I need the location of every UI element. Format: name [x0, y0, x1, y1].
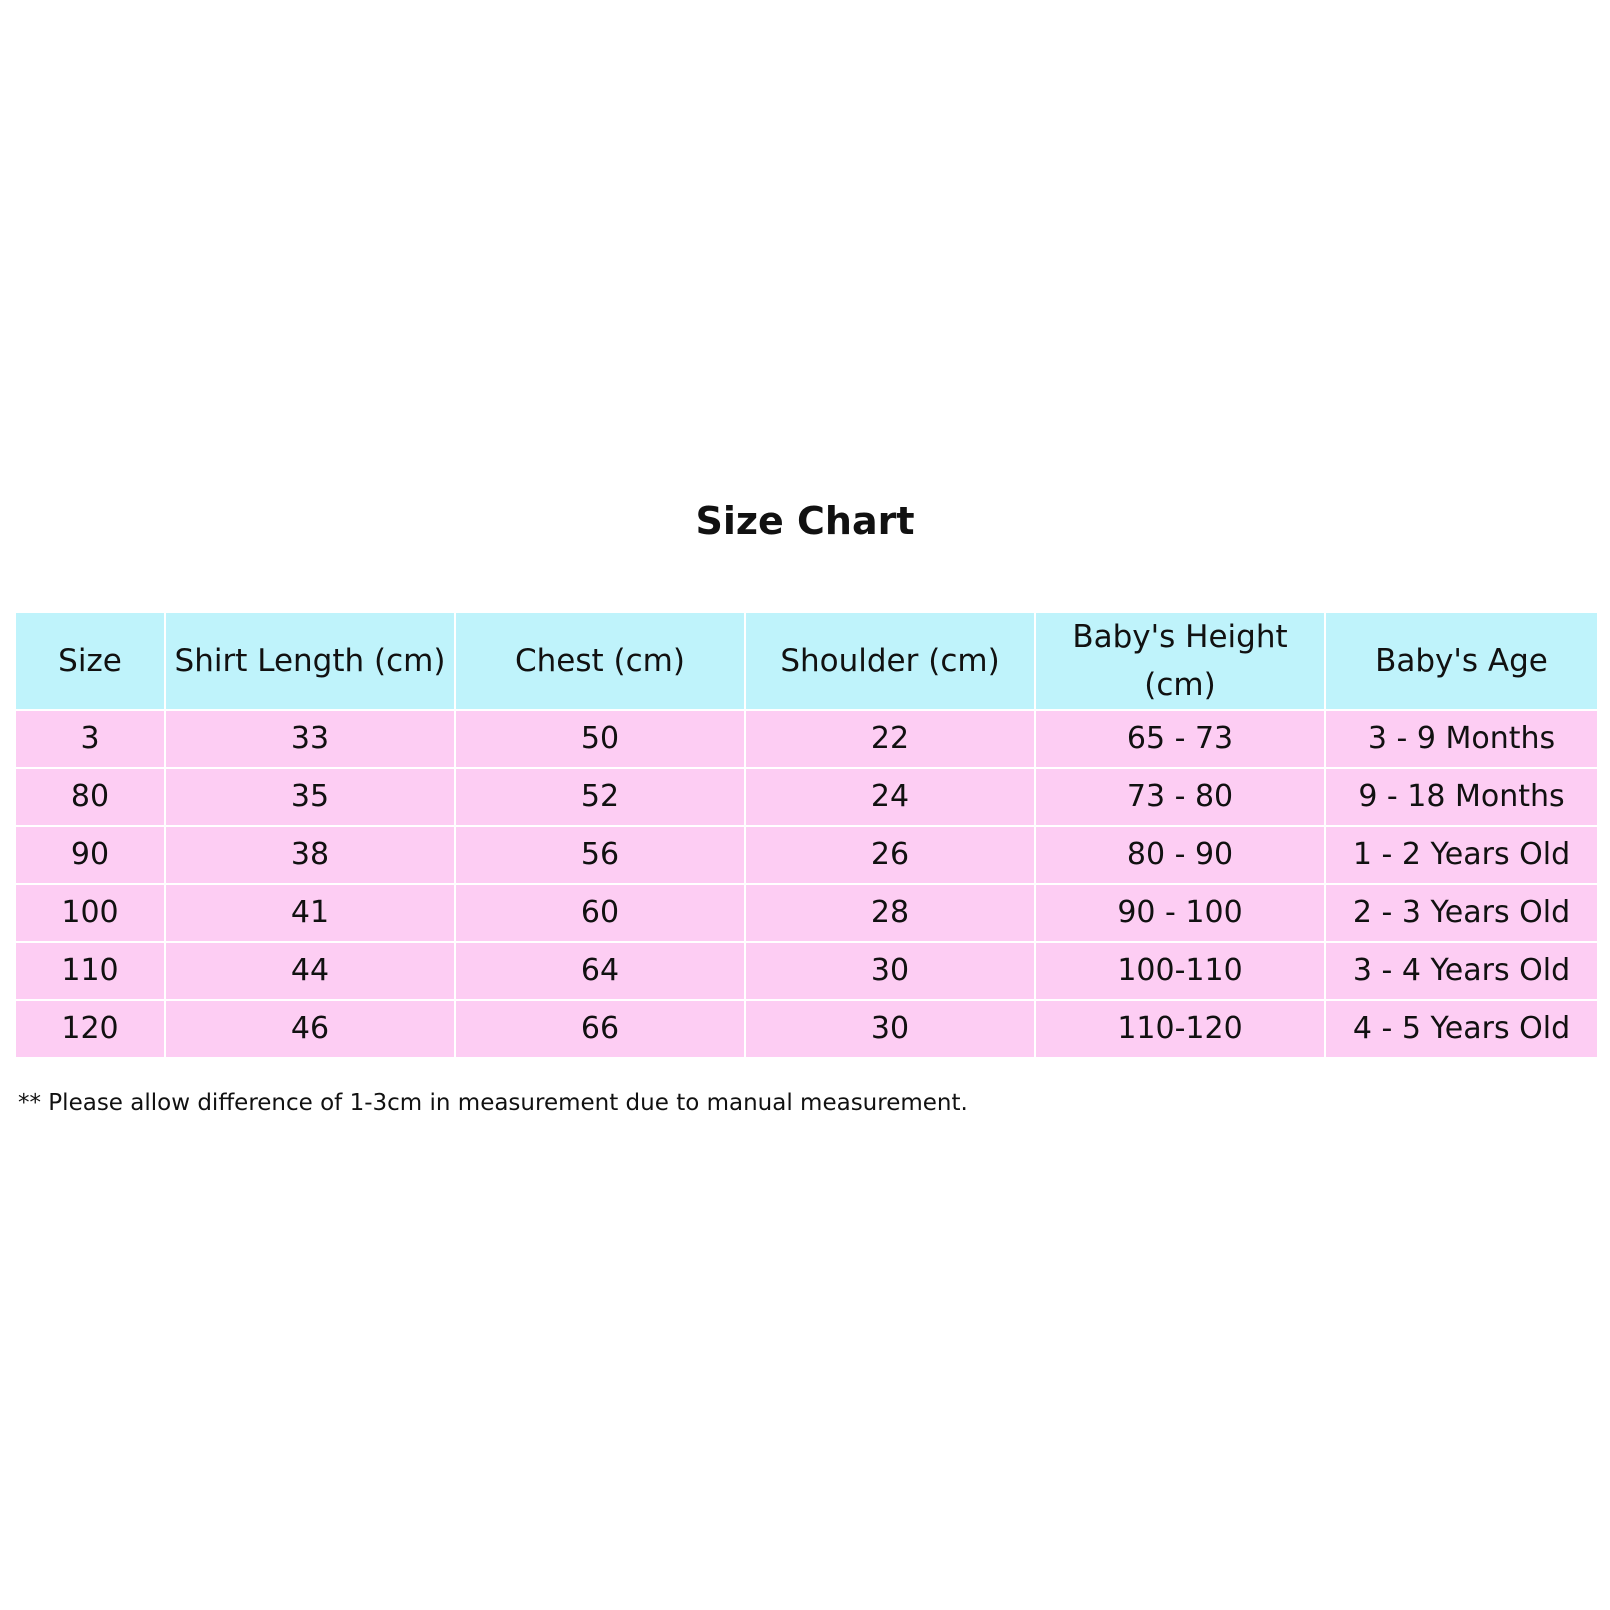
- cell-baby-age: 2 - 3 Years Old: [1325, 884, 1598, 942]
- cell-chest: 52: [455, 768, 745, 826]
- cell-baby-height: 100-110: [1035, 942, 1325, 1000]
- cell-baby-age: 3 - 4 Years Old: [1325, 942, 1598, 1000]
- column-header-shirt-length: Shirt Length (cm): [165, 612, 455, 710]
- cell-shirt-length: 35: [165, 768, 455, 826]
- cell-baby-height: 110-120: [1035, 1000, 1325, 1058]
- cell-shoulder: 30: [745, 942, 1035, 1000]
- cell-size: 90: [15, 826, 165, 884]
- cell-shirt-length: 46: [165, 1000, 455, 1058]
- cell-baby-height: 73 - 80: [1035, 768, 1325, 826]
- cell-baby-age: 4 - 5 Years Old: [1325, 1000, 1598, 1058]
- cell-shirt-length: 33: [165, 710, 455, 768]
- cell-shoulder: 26: [745, 826, 1035, 884]
- table-row: [15, 942, 1598, 1000]
- cell-shirt-length: 44: [165, 942, 455, 1000]
- cell-baby-age: 9 - 18 Months: [1325, 768, 1598, 826]
- cell-shoulder: 24: [745, 768, 1035, 826]
- cell-size: 110: [15, 942, 165, 1000]
- column-header-size: Size: [15, 612, 165, 710]
- table-row: [15, 1000, 1598, 1058]
- table-header-row: [15, 612, 1598, 710]
- cell-chest: 64: [455, 942, 745, 1000]
- cell-baby-height: 80 - 90: [1035, 826, 1325, 884]
- column-header-chest: Chest (cm): [455, 612, 745, 710]
- table-row: [15, 768, 1598, 826]
- cell-baby-height: 65 - 73: [1035, 710, 1325, 768]
- cell-baby-height: 90 - 100: [1035, 884, 1325, 942]
- table-row: [15, 884, 1598, 942]
- cell-shoulder: 30: [745, 1000, 1035, 1058]
- size-chart-table: [14, 611, 1599, 1059]
- column-header-baby-age: Baby's Age: [1325, 612, 1598, 710]
- cell-size: 80: [15, 768, 165, 826]
- cell-chest: 66: [455, 1000, 745, 1058]
- cell-chest: 56: [455, 826, 745, 884]
- column-header-shoulder: Shoulder (cm): [745, 612, 1035, 710]
- cell-shirt-length: 38: [165, 826, 455, 884]
- table-row: [15, 826, 1598, 884]
- cell-size: 120: [15, 1000, 165, 1058]
- cell-shoulder: 22: [745, 710, 1035, 768]
- page-title: Size Chart: [695, 499, 915, 543]
- measurement-note: ** Please allow difference of 1-3cm in measurement due to manual measurement.: [18, 1090, 968, 1116]
- cell-shirt-length: 41: [165, 884, 455, 942]
- cell-chest: 50: [455, 710, 745, 768]
- cell-size: 3: [15, 710, 165, 768]
- cell-baby-age: 3 - 9 Months: [1325, 710, 1598, 768]
- cell-shoulder: 28: [745, 884, 1035, 942]
- cell-size: 100: [15, 884, 165, 942]
- cell-chest: 60: [455, 884, 745, 942]
- column-header-baby-height: Baby's Height (cm): [1035, 612, 1325, 710]
- table-row: [15, 710, 1598, 768]
- cell-baby-age: 1 - 2 Years Old: [1325, 826, 1598, 884]
